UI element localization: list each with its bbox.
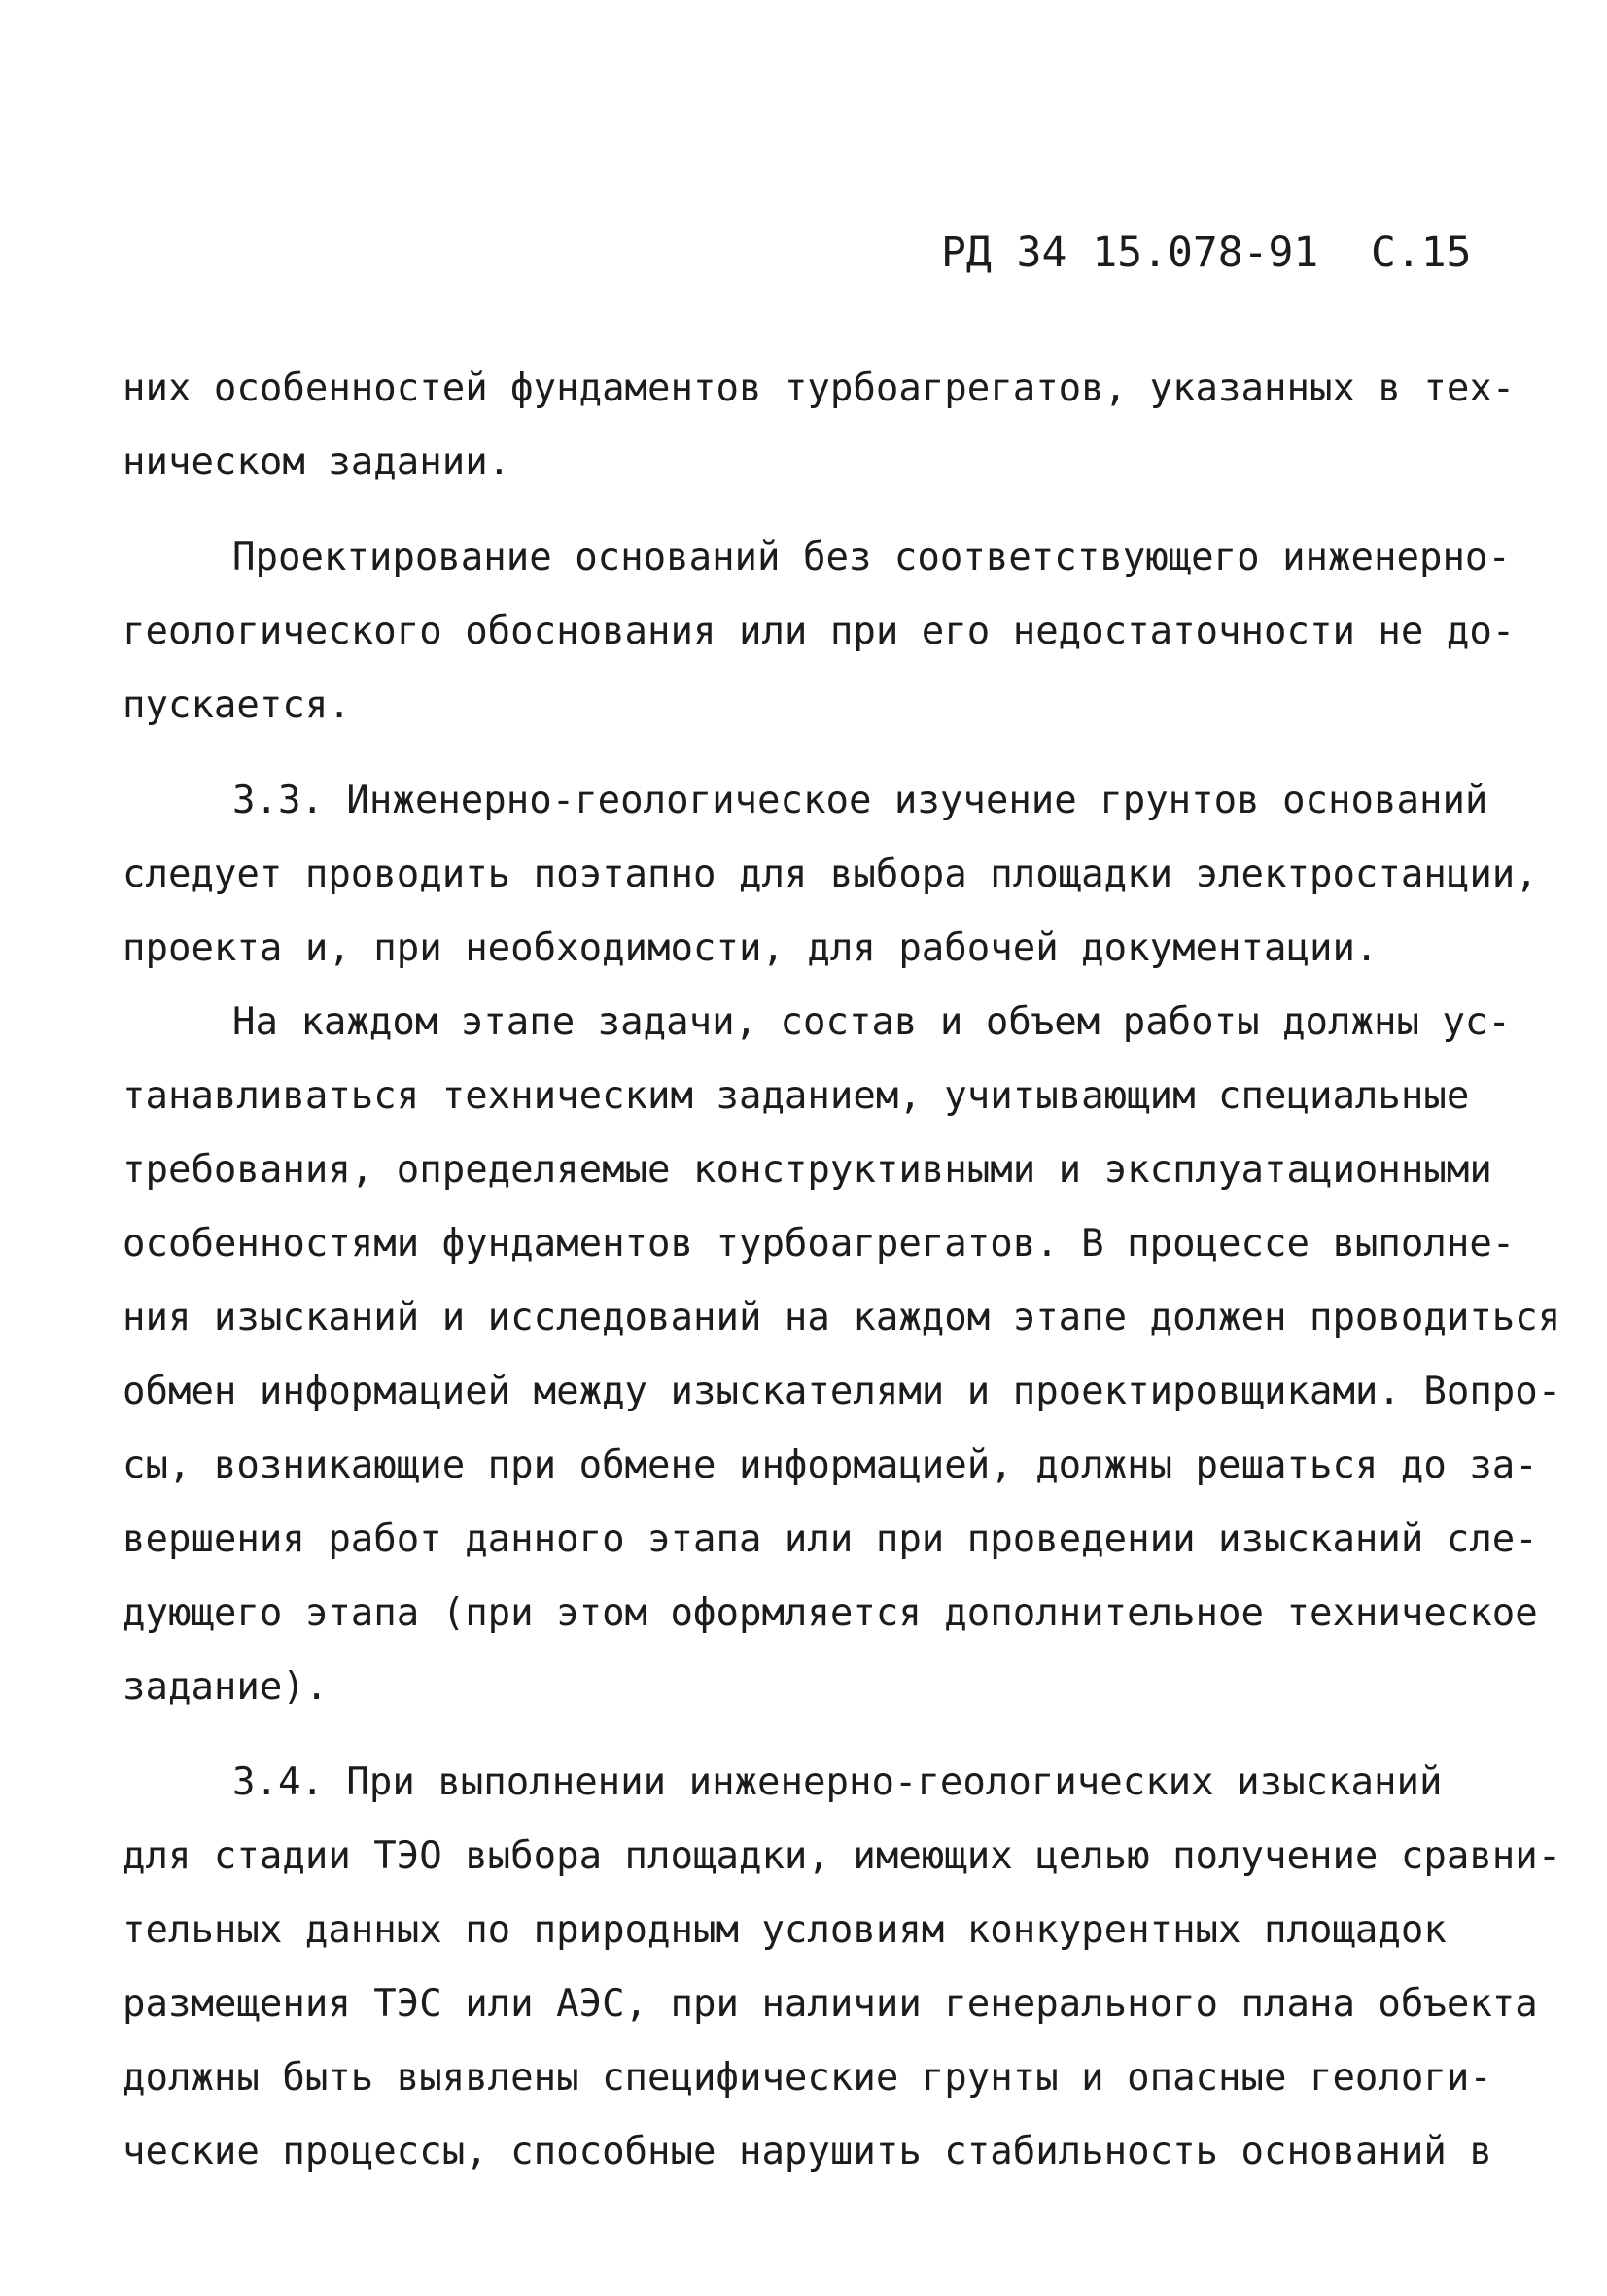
text-line: ческие процессы, способные нарушить стабильность оснований в	[122, 2130, 1492, 2174]
text-line: них особенностей фундаментов турбоагрегатов, указанных в тех-	[122, 366, 1516, 410]
paragraph-3-4	[122, 1746, 1561, 2189]
paragraph	[122, 352, 1516, 500]
text-line: пускается.	[122, 683, 351, 727]
text-line: 3.4. При выполнении инженерно-геологических изысканий	[232, 1760, 1443, 1804]
text-line: танавливаться техническим заданием, учитывающим специальные	[122, 1074, 1470, 1118]
text-line: вершения работ данного этапа или при проведении изысканий сле-	[122, 1517, 1538, 1561]
page-number: С.15	[1371, 228, 1472, 277]
text-line: особенностями фундаментов турбоагрегатов. В процессе выполне-	[122, 1222, 1516, 1266]
text-line: дующего этапа (при этом оформляется дополнительное техническое	[122, 1591, 1538, 1635]
text-line: тельных данных по природным условиям конкурентных площадок	[122, 1908, 1447, 1952]
text-line: ния изысканий и исследований на каждом этапе должен проводиться	[122, 1296, 1561, 1339]
paragraph	[122, 986, 1561, 1724]
paragraph	[122, 521, 1516, 743]
text-line: На каждом этапе задачи, состав и объем работы должны ус-	[232, 1000, 1511, 1044]
text-line: следует проводить поэтапно для выбора площадки электростанции,	[122, 852, 1538, 896]
document-code: РД 34 15.078-91	[941, 228, 1319, 277]
text-line: размещения ТЭС или АЭС, при наличии генерального плана объекта	[122, 1982, 1538, 2026]
text-line: сы, возникающие при обмене информацией, должны решаться до за-	[122, 1444, 1538, 1487]
text-line: должны быть выявлены специфические грунты и опасные геологи-	[122, 2056, 1492, 2100]
text-line: для стадии ТЭО выбора площадки, имеющих целью получение сравни-	[122, 1834, 1561, 1878]
paragraph-3-3	[122, 764, 1538, 986]
text-line: требования, определяемые конструктивными и эксплуатационными	[122, 1148, 1492, 1192]
document-body	[122, 352, 1561, 2189]
text-line: ническом задании.	[122, 440, 511, 484]
text-line: проекта и, при необходимости, для рабочей документации.	[122, 926, 1379, 970]
text-line: обмен информацией между изыскателями и проектировщиками. Вопро-	[122, 1370, 1561, 1413]
text-line: задание).	[122, 1665, 329, 1709]
text-line: 3.3. Инженерно-геологическое изучение грунтов оснований	[232, 779, 1488, 822]
text-line: геологического обоснования или при его недостаточности не до-	[122, 609, 1516, 653]
text-line: Проектирование оснований без соответствующего инженерно-	[232, 536, 1511, 579]
